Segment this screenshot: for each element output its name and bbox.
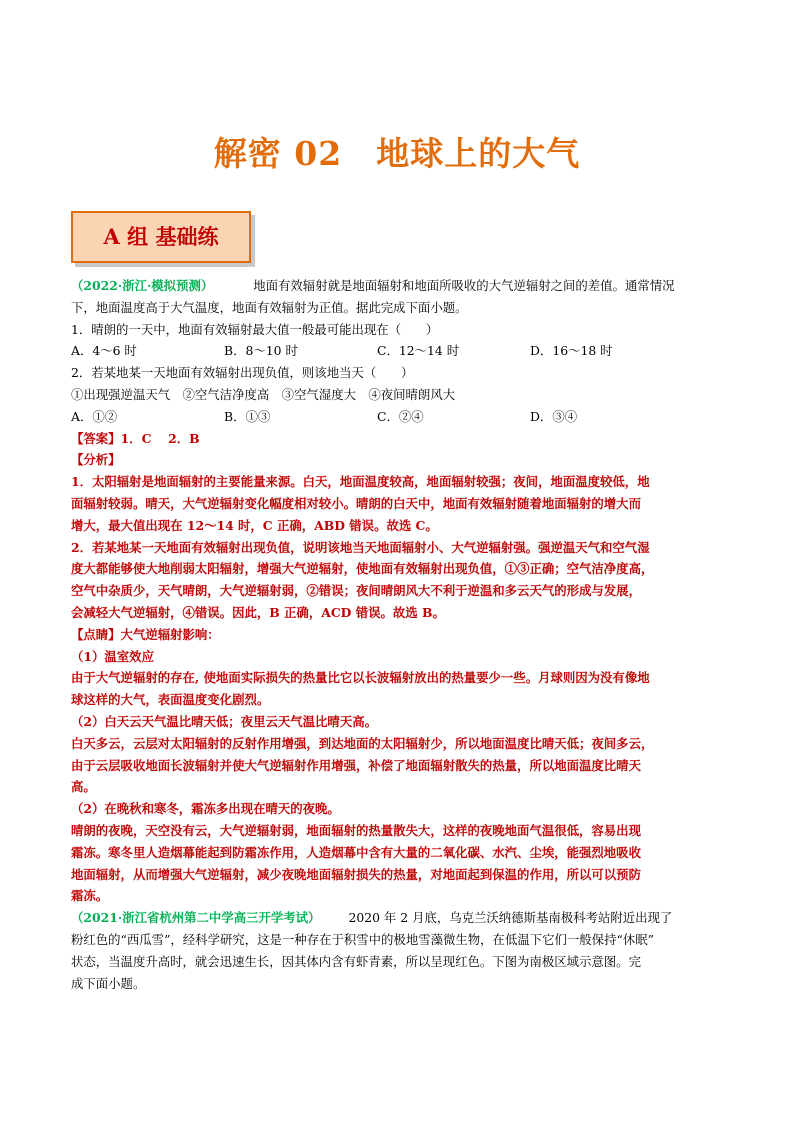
analysis-1-line: 增大，最大值出现在 12～14 时，C 正确，ABD 错误。故选 C。: [71, 517, 438, 533]
passage-2-line-3: 状态，当温度升高时，就会迅速生长，因其体内含有虾青素，所以呈现红色。下图为南极区域示意图。完: [71, 953, 641, 969]
analysis-2-line: 会减轻大气逆辐射，④错误。因此，B 正确，ACD 错误。故选 B。: [71, 604, 445, 620]
tip-2-line: 白天多云，云层对太阳辐射的反射作用增强，到达地面的太阳辐射少，所以地面温度比晴天低；夜间多云，: [71, 735, 654, 751]
passage-text: 地面有效辐射就是地面辐射和地面所吸收的大气逆辐射之间的差值。通常情况: [253, 278, 675, 293]
tip-3-line: 晴朗的夜晚，天空没有云，大气逆辐射弱，地面辐射的热量散失大，这样的夜晚地面气温很低，容易出现: [71, 822, 641, 838]
passage-2-line-2: 粉红色的“西瓜雪”，经科学研究，这是一种存在于积雪中的极地雪藻微生物，在低温下它们一般保持“休眠”: [71, 931, 654, 947]
section-header-box: [71, 211, 251, 263]
tip-3-line: 霜冻。寒冬里人造烟幕能起到防霜冻作用，人造烟幕中含有大量的二氧化碳、水汽、尘埃，能强烈地吸收: [71, 844, 641, 860]
tip-2-heading: （2）白天云天气温比晴天低；夜里云天气温比晴天高。: [71, 713, 377, 729]
section-header-label: A 组 基础练: [103, 224, 219, 249]
tip-1-heading: （1）温室效应: [71, 648, 154, 664]
analysis-2-line: 空气中杂质少，天气晴朗，大气逆辐射弱，②错误；夜间晴朗风大不利于逆温和多云天气的形成与发展，: [71, 583, 641, 599]
analysis-2-line: 度大都能够使大地削弱太阳辐射，增强大气逆辐射，使地面有效辐射出现负值，①③正确；空气洁净度高，: [71, 561, 654, 577]
option-b: B．①③: [224, 408, 271, 424]
tip-2-line: 由于云层吸收地面长波辐射并使大气逆辐射作用增强，补偿了地面辐射散失的热量，所以地面温度比晴天: [71, 757, 641, 773]
passage-2-line-1: [71, 907, 725, 929]
tip-1-line: 球这样的大气，表面温度变化剧烈。: [71, 692, 270, 708]
document-body: [71, 275, 725, 994]
question-2-items: ①出现强逆温天气 ②空气洁净度高 ③空气湿度大 ④夜间晴朗风大: [71, 386, 456, 402]
tip-3-heading: （2）在晚秋和寒冬，霜冻多出现在晴天的夜晚。: [71, 801, 340, 817]
passage-1-line-1: [71, 275, 725, 297]
passage-text: 2020 年 2 月底，乌克兰沃纳德斯基南极科考站附近出现了: [348, 910, 673, 926]
question-2-options: [71, 406, 725, 428]
tip-1-line: 由于大气逆辐射的存在, 使地面实际损失的热量比它以长波辐射放出的热量要少一些。月球则因为没有像地: [71, 670, 650, 686]
answer-line: 【答案】1．C 2．B: [71, 430, 200, 446]
option-d: D．③④: [530, 408, 578, 424]
page-title: 解密 02 地球上的大气: [213, 134, 581, 173]
question-2: 2．若某地某一天地面有效辐射出现负值，则该地当天（ ）: [71, 365, 414, 381]
source-tag: （2021·浙江省杭州第二中学高三开学考试）: [71, 910, 321, 926]
source-tag: （2022·浙江·模拟预测）: [71, 278, 214, 293]
option-d: D．16～18 时: [530, 343, 613, 359]
option-b: B．8～10 时: [224, 343, 298, 359]
passage-1-line-2: 下，地面温度高于大气温度，地面有效辐射为正值。据此完成下面小题。: [71, 299, 468, 315]
option-a: A．①②: [71, 408, 118, 424]
analysis-2-line: 2．若某地某一天地面有效辐射出现负值，说明该地当天地面辐射小、大气逆辐射强。强逆温天气和空气湿: [71, 539, 650, 555]
tip-2-line: 高。: [71, 779, 96, 795]
question-1-options: [71, 340, 725, 362]
option-a: A．4～6 时: [71, 343, 137, 359]
question-1: 1．晴朗的一天中，地面有效辐射最大值一般最可能出现在（ ）: [71, 321, 439, 337]
tip-heading: 【点睛】大气逆辐射影响：: [71, 626, 220, 642]
analysis-1-line: 面辐射较弱。晴天，大气逆辐射变化幅度相对较小。晴朗的白天中，地面有效辐射随着地面辐射的增大而: [71, 495, 641, 511]
option-c: C．②④: [377, 408, 424, 424]
passage-2-line-4: 成下面小题。: [71, 975, 146, 991]
tip-3-line: 霜冻。: [71, 888, 109, 904]
option-c: C．12～14 时: [377, 343, 460, 359]
analysis-1-line: 1．太阳辐射是地面辐射的主要能量来源。白天，地面温度较高，地面辐射较强；夜间，地面温度较低，地: [71, 474, 650, 490]
analysis-heading: 【分析】: [71, 452, 121, 468]
tip-3-line: 地面辐射，从而增强大气逆辐射，减少夜晚地面辐射损失的热量，对地面起到保温的作用，所以可以预防: [71, 866, 641, 882]
